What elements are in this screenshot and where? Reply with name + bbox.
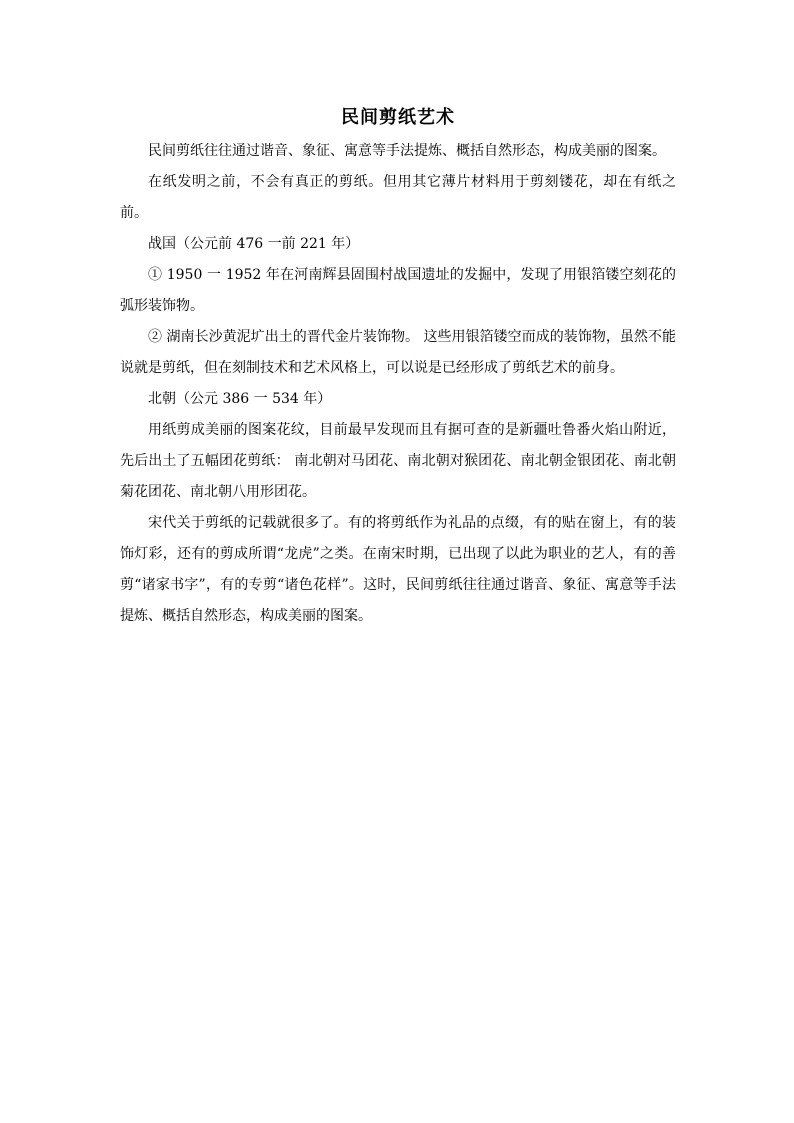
document-body — [120, 104, 676, 632]
paragraph-song-dynasty: 宋代关于剪纸的记载就很多了。有的将剪纸作为礼品的点缀，有的贴在窗上，有的装饰灯彩，还有的剪成所谓“龙虎”之类。在南宋时期，已出现了以此为职业的艺人，有的善剪“诸家书字”，有的专剪“诸色花样”。这时，民间剪纸往往通过谐音、象征、寓意等手法提炼、概括自然形态，构成美丽的图案。 — [120, 515, 676, 624]
paragraph-item-1: ① 1950 一 1952 年在河南辉县固围村战国遗址的发掘中，发现了用银箔镂空刻花的弧形装饰物。 — [120, 267, 676, 314]
section-heading-northern-dynasties: 北朝（公元 386 一 534 年） — [148, 391, 332, 407]
section-heading-warring-states: 战国（公元前 476 一前 221 年） — [148, 236, 360, 252]
paragraph-item-2: ② 湖南长沙黄泥圹出土的晋代金片装饰物。 这些用银箔镂空而成的装饰物，虽然不能说就是剪纸，但在刻制技术和艺术风格上，可以说是已经形成了剪纸艺术的前身。 — [120, 329, 676, 376]
paragraph-northern-dynasties: 用纸剪成美丽的图案花纹，目前最早发现而且有据可查的是新疆吐鲁番火焰山附近，先后出土了五幅团花剪纸： 南北朝对马团花、南北朝对猴团花、南北朝金银团花、南北朝菊花团花、南北朝八用形团花。 — [120, 422, 676, 500]
page-title: 民间剪纸艺术 — [341, 107, 455, 128]
paragraph-intro: 民间剪纸往往通过谐音、象征、寓意等手法提炼、概括自然形态，构成美丽的图案。 — [148, 143, 666, 159]
paragraph-before-paper: 在纸发明之前，不会有真正的剪纸。但用其它薄片材料用于剪刻镂花，却在有纸之前。 — [120, 174, 676, 221]
